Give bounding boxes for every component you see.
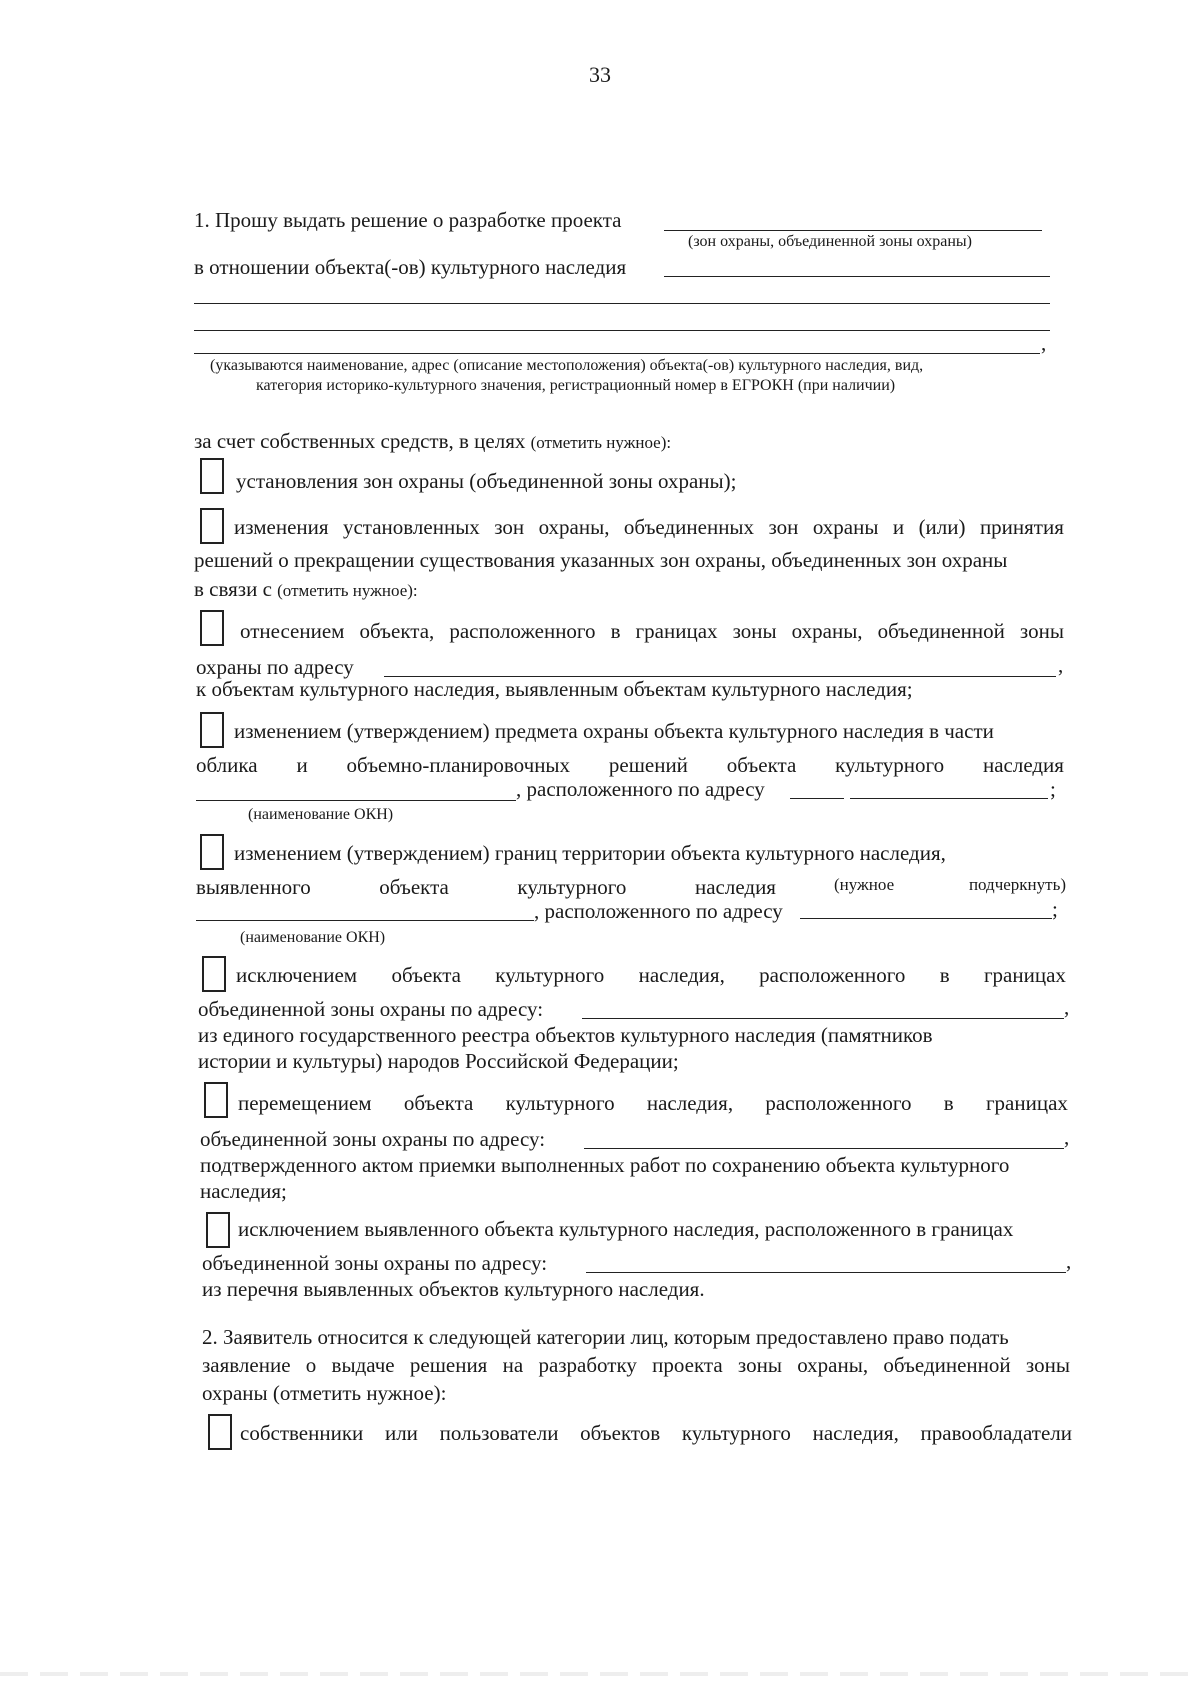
word: в (943, 1091, 954, 1115)
project-type-field[interactable] (664, 230, 1042, 231)
word: отнесением (240, 619, 345, 643)
subject-okn-name-field[interactable] (196, 800, 516, 801)
word: расположенного (765, 1091, 912, 1115)
word: в (610, 619, 621, 643)
object-field-3[interactable] (194, 330, 1050, 331)
scan-artifact-strip (0, 1672, 1200, 1676)
due-to-note: (отметить нужное): (277, 581, 418, 600)
checkbox-subject-change[interactable] (200, 712, 224, 748)
object-line: в отношении объекта(-ов) культурного наследия (194, 255, 627, 279)
sub-subject-line2 (196, 752, 1064, 778)
due-to-text: в связи с (194, 577, 278, 601)
relocation-comma: , (1064, 1125, 1070, 1149)
word: наследия (694, 875, 776, 899)
word: решения (409, 1353, 488, 1377)
sub-territory-line3: , расположенного по адресу (534, 899, 783, 923)
subject-okn-caption: (наименование ОКН) (248, 806, 394, 823)
word: границах (983, 963, 1066, 987)
word: объекта (379, 875, 449, 899)
word: объекта (403, 1091, 474, 1115)
word: наследия (982, 753, 1064, 777)
request-line: 1. Прошу выдать решение о разработке проекта (194, 208, 622, 232)
territory-semicolon: ; (1052, 897, 1058, 921)
word: объекта (391, 963, 461, 987)
sub-exclusion-identified-line3: из перечня выявленных объектов культурного наследия. (202, 1277, 705, 1301)
word: культурного (505, 1091, 615, 1115)
sub-exclusion-identified-line2: объединенной зоны охраны по адресу: (202, 1251, 548, 1275)
relocation-address-field[interactable] (584, 1148, 1064, 1149)
word: решений (608, 753, 688, 777)
word: о (305, 1353, 317, 1377)
word: охраны, (538, 515, 610, 539)
option-change-zones-line2: решений о прекращении существования указанных зон охраны, объединенных зон охраны (194, 548, 1008, 572)
word: расположенного (759, 963, 906, 987)
word: культурного (495, 963, 605, 987)
word: зоны (1019, 619, 1064, 643)
sub-relocation-line2: объединенной зоны охраны по адресу: (200, 1127, 546, 1151)
word: разработку (538, 1353, 637, 1377)
sub-exclusion-line3: из единого государственного реестра объектов культурного наследия (памятников (198, 1023, 933, 1047)
word: охраны, (797, 1353, 869, 1377)
word: объекта, (359, 619, 435, 643)
sub-relocation-line3: подтвержденного актом приемки выполненных работ по сохранению объекта культурного (200, 1153, 1010, 1177)
applicant-line3: охраны (отметить нужное): (202, 1381, 447, 1405)
word: (нужное (834, 875, 895, 894)
word: на (502, 1353, 524, 1377)
sub-subject-line3: , расположенного по адресу (516, 777, 765, 801)
sub-territory-line2 (196, 874, 776, 900)
option-change-zones-line3 (194, 576, 418, 604)
word: объединенной (877, 619, 1005, 643)
purpose-text: за счет собственных средств, в целях (194, 429, 531, 453)
word: перемещением (238, 1091, 372, 1115)
word: охраны (812, 515, 879, 539)
exclusion-identified-address-field[interactable] (586, 1272, 1066, 1273)
word: культурного (835, 753, 945, 777)
sub-attribution-line3: к объектам культурного наследия, выявленным объектам культурного наследия; (196, 677, 913, 701)
word: облика (196, 753, 258, 777)
territory-okn-name-field[interactable] (196, 920, 534, 921)
sub-relocation-line1 (238, 1090, 1068, 1116)
subject-address-field-a[interactable] (790, 798, 844, 799)
sub-exclusion-line2: объединенной зоны охраны по адресу: (198, 997, 544, 1021)
word: собственники (240, 1421, 364, 1445)
word: объекта (726, 753, 797, 777)
exclusion-identified-comma: , (1066, 1249, 1072, 1273)
sub-territory-line1: изменением (утверждением) границ территории объекта культурного наследия, (234, 841, 946, 865)
sub-relocation-line4: наследия; (200, 1179, 287, 1203)
object-caption-1: (указываются наименование, адрес (описание местоположения) объекта(-ов) культурного наследия, вид, (210, 357, 924, 374)
object-field-1[interactable] (664, 276, 1050, 277)
word: зон (494, 515, 525, 539)
applicant-line1: 2. Заявитель относится к следующей категории лиц, которым предоставлено право подать (202, 1325, 1009, 1349)
word: объектов (580, 1421, 661, 1445)
word: и (296, 753, 308, 777)
word: заявление (202, 1353, 291, 1377)
checkbox-owners-users[interactable] (208, 1414, 232, 1450)
word: выдаче (331, 1353, 395, 1377)
word: объединенных (623, 515, 755, 539)
word: культурного (517, 875, 627, 899)
object-caption-2: категория историко-культурного значения, регистрационный номер в ЕГРОКН (при наличии) (256, 377, 896, 394)
word: объединенной (883, 1353, 1011, 1377)
territory-okn-caption: (наименование ОКН) (240, 929, 386, 946)
word: принятия (979, 515, 1064, 539)
sub-attribution-line1 (240, 618, 1064, 644)
sub-exclusion-identified-line1: исключением выявленного объекта культурного наследия, расположенного в границах (238, 1217, 1014, 1241)
attribution-comma: , (1058, 653, 1064, 677)
word: наследия, (638, 963, 725, 987)
checkbox-attribution[interactable] (200, 610, 224, 646)
exclusion-address-field[interactable] (582, 1018, 1064, 1019)
word: зоны (737, 1353, 782, 1377)
word: проекта (652, 1353, 723, 1377)
sub-subject-line1: изменением (утверждением) предмета охраны объекта культурного наследия в части (234, 719, 994, 743)
word: изменения (234, 515, 329, 539)
checkbox-relocation[interactable] (204, 1082, 228, 1118)
subject-semicolon: ; (1050, 777, 1056, 801)
word: установленных (342, 515, 480, 539)
checkbox-exclusion-identified[interactable] (206, 1212, 230, 1248)
word: границах (635, 619, 718, 643)
purpose-note: (отметить нужное): (530, 433, 672, 452)
word: выявленного (196, 875, 311, 899)
word: границах (985, 1091, 1068, 1115)
word: или (384, 1421, 418, 1445)
word: пользователи (439, 1421, 559, 1445)
word: и (892, 515, 905, 539)
sub-attribution-line2: охраны по адресу (196, 655, 354, 679)
purpose-line (194, 428, 671, 456)
word: подчеркнуть) (968, 875, 1066, 894)
checkbox-exclusion-registry[interactable] (202, 956, 226, 992)
sub-exclusion-line1 (236, 962, 1066, 988)
project-type-caption: (зон охраны, объединенной зоны охраны) (688, 233, 972, 250)
object-field-2[interactable] (194, 303, 1050, 304)
word: культурного (681, 1421, 791, 1445)
word: расположенного (449, 619, 596, 643)
option-establish-zones: установления зон охраны (объединенной зоны охраны); (236, 469, 737, 493)
word: зоны (1025, 1353, 1070, 1377)
checkbox-establish-zones[interactable] (200, 458, 224, 494)
word: наследия, (812, 1421, 899, 1445)
word: (или) (918, 515, 966, 539)
word: охраны, (791, 619, 863, 643)
word: объемно-планировочных (346, 753, 571, 777)
applicant-option-owners (240, 1420, 1072, 1446)
applicant-line2 (202, 1352, 1070, 1378)
sub-exclusion-line4: истории и культуры) народов Российской Федерации; (198, 1049, 679, 1073)
word: исключением (236, 963, 358, 987)
word: зоны (732, 619, 777, 643)
checkbox-territory-change[interactable] (200, 834, 224, 870)
exclusion-comma: , (1064, 995, 1070, 1019)
page-number: 33 (589, 62, 611, 87)
object-field-4[interactable] (194, 353, 1040, 354)
word: наследия, (646, 1091, 734, 1115)
territory-address-field[interactable] (800, 918, 1052, 919)
checkbox-change-zones[interactable] (200, 508, 224, 544)
subject-address-field-b[interactable] (850, 798, 1048, 799)
word: правообладатели (920, 1421, 1072, 1445)
sub-territory-note (834, 872, 1066, 898)
option-change-zones-line1 (234, 514, 1064, 540)
word: зон (768, 515, 799, 539)
object-comma: , (1041, 331, 1047, 355)
word: в (939, 963, 950, 987)
